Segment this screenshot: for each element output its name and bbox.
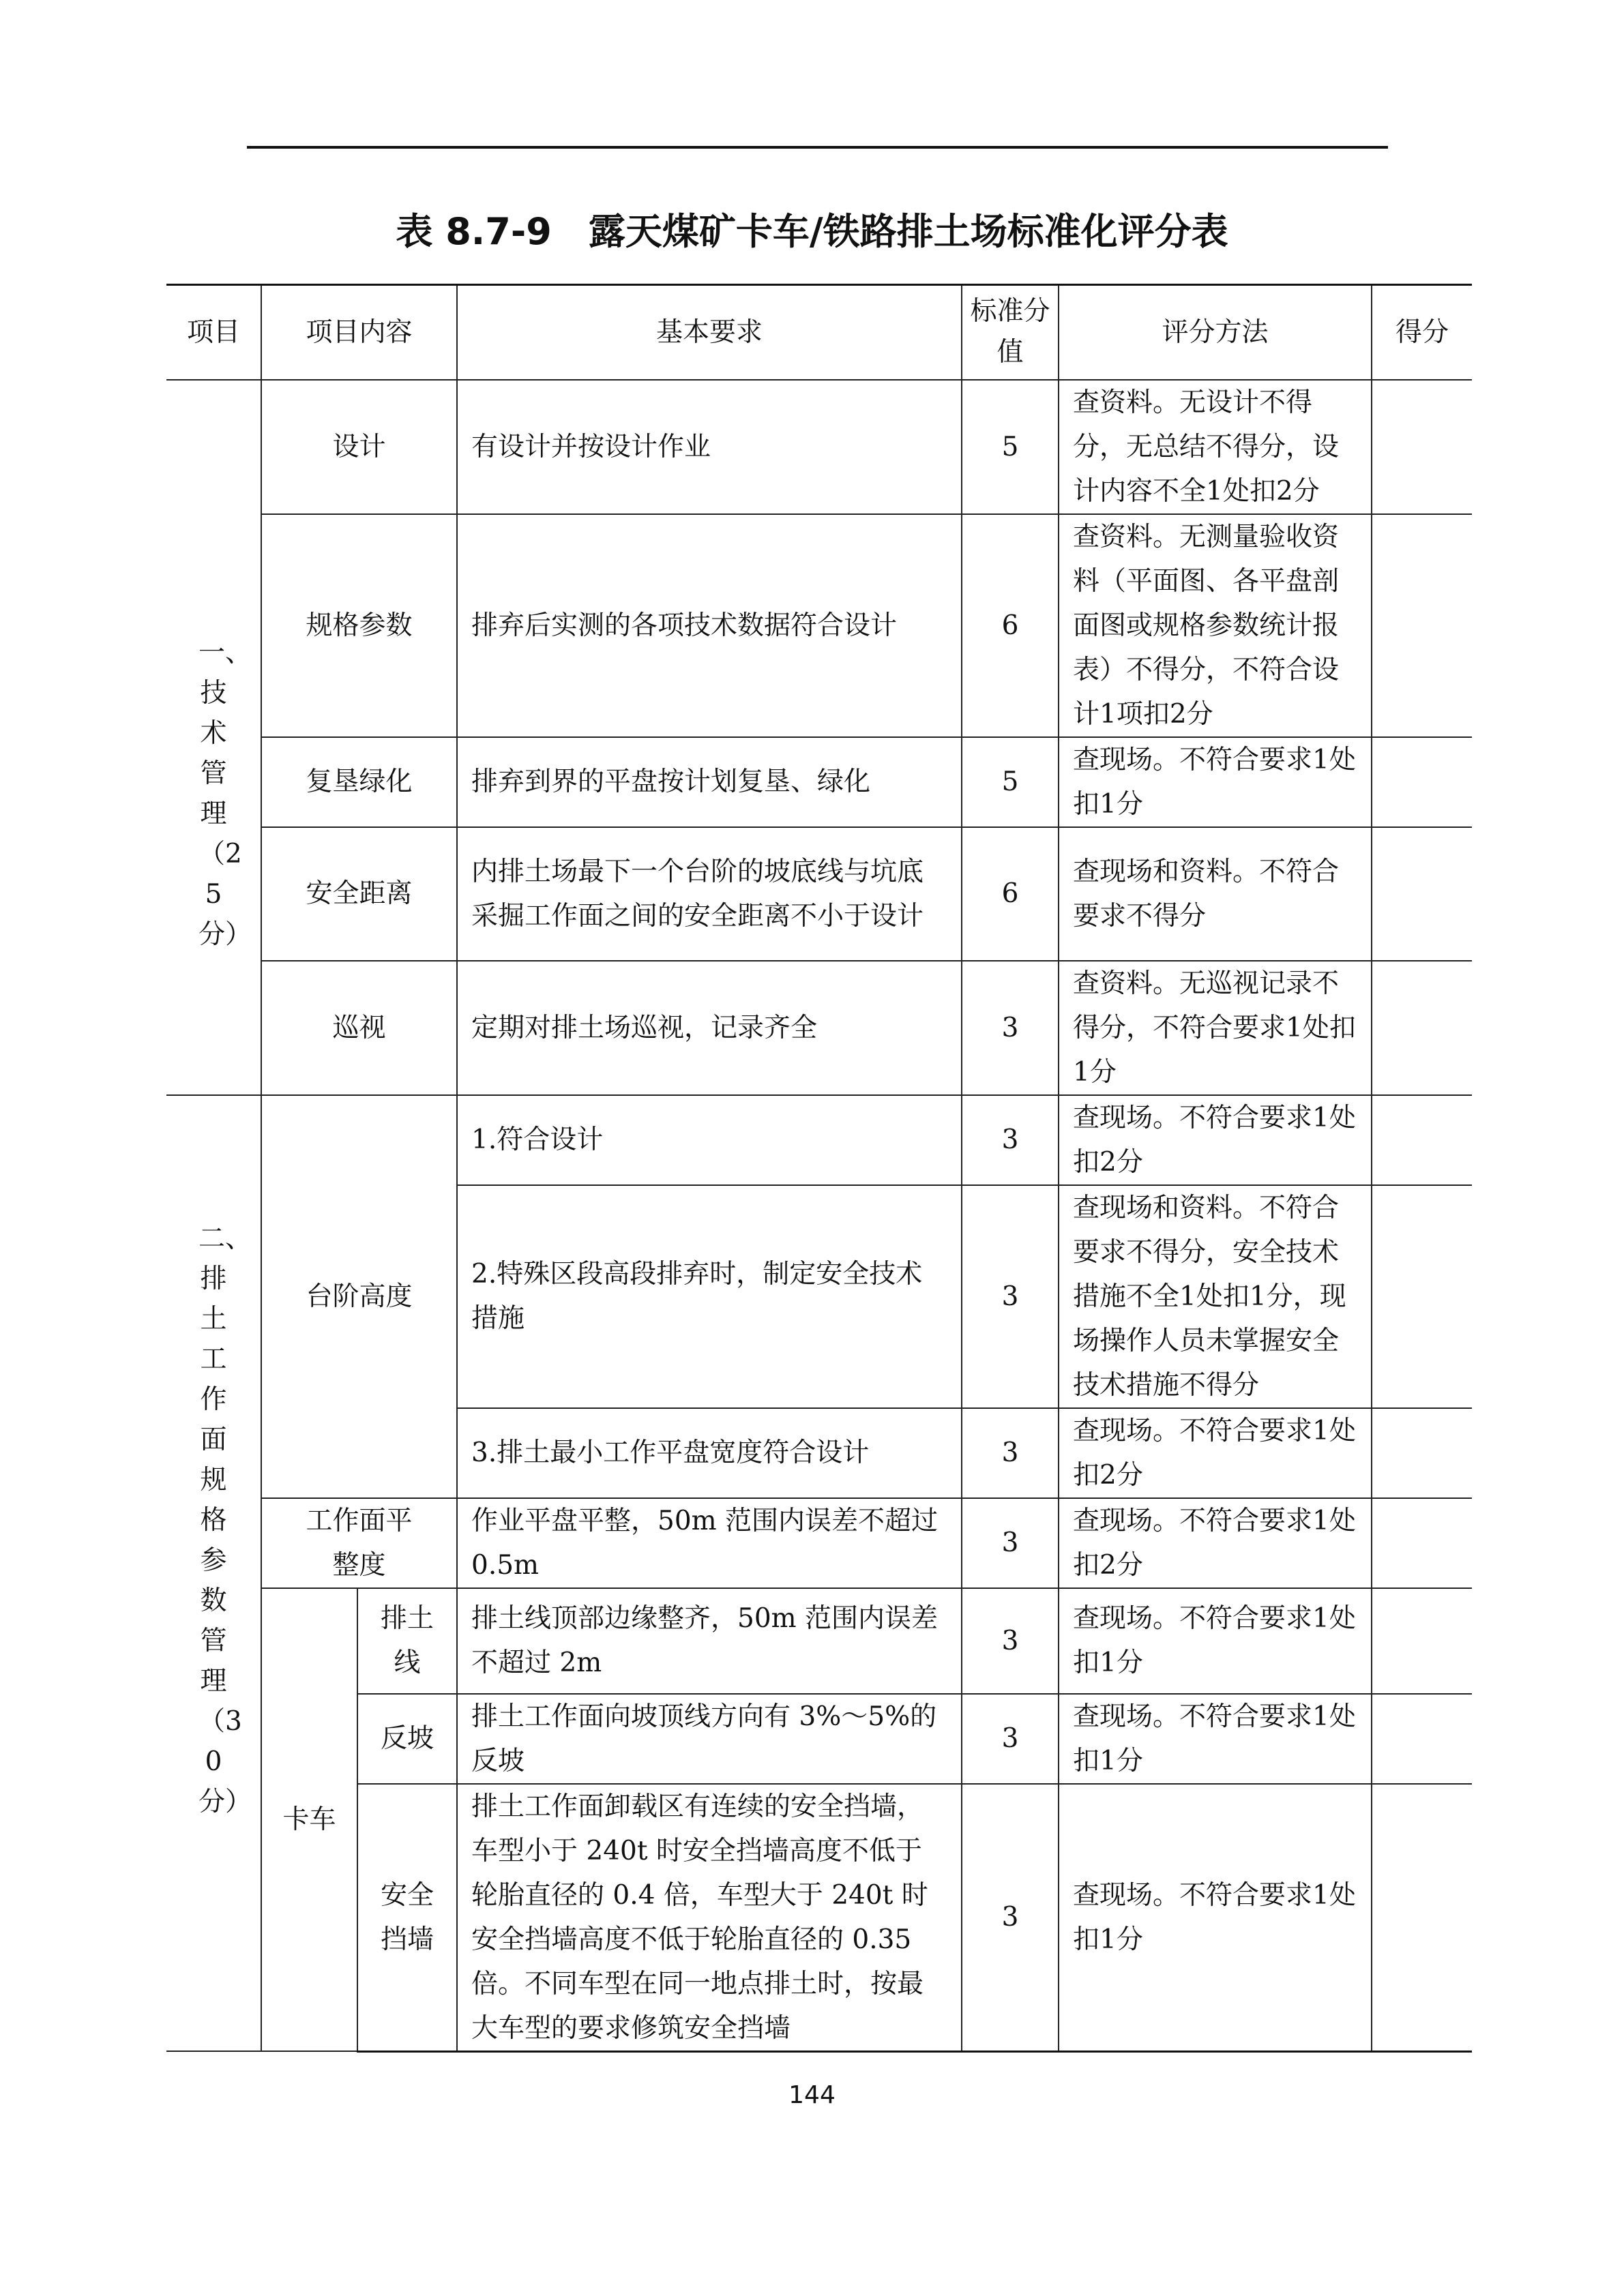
points-cell: 3 [962,1408,1059,1498]
requirement-cell: 3.排土最小工作平盘宽度符合设计 [457,1408,962,1498]
table-row [166,827,1472,961]
requirement-cell: 排土工作面卸载区有连续的安全挡墙，车型小于 240t 时安全挡墙高度不低于轮胎直径的 0.4 倍，车型大于 240t 时安全挡墙高度不低于轮胎直径的 0.35 倍。不同车型在同一地点排土时，按最大车型的要求修筑安全挡墙 [457,1784,962,2052]
method-cell: 查资料。无巡视记录不得分，不符合要求1处扣1分 [1059,961,1372,1095]
method-cell: 查现场和资料。不符合要求不得分 [1059,827,1372,961]
method-cell: 查现场。不符合要求1处扣1分 [1059,1694,1372,1784]
points-cell: 3 [962,1588,1059,1694]
content-cell: 规格参数 [261,514,457,737]
method-cell: 查现场。不符合要求1处扣2分 [1059,1498,1372,1588]
requirement-cell: 排弃到界的平盘按计划复垦、绿化 [457,737,962,827]
section-2-label-cell [166,1095,261,2052]
table-row [166,1588,1472,1694]
table-title: 表 8.7-9 露天煤矿卡车/铁路排土场标准化评分表 [396,210,1228,253]
header-row [166,285,1472,380]
score-cell[interactable] [1372,1498,1472,1588]
points-cell: 3 [962,1095,1059,1185]
header-standard-score: 标准分值 [962,285,1059,380]
score-cell[interactable] [1372,737,1472,827]
score-cell[interactable] [1372,514,1472,737]
content-cell: 工作面平整度 [261,1498,457,1588]
score-cell[interactable] [1372,1588,1472,1694]
content-cell: 安全距离 [261,827,457,961]
requirement-cell: 排弃后实测的各项技术数据符合设计 [457,514,962,737]
score-cell[interactable] [1372,380,1472,514]
section-1-label: 一、技术管理（25分） [198,637,252,950]
page-number: 144 [788,2081,836,2109]
requirement-cell: 作业平盘平整，50m 范围内误差不超过0.5m [457,1498,962,1588]
score-cell[interactable] [1372,1185,1472,1408]
scoring-table [166,284,1472,2053]
table-row [166,961,1472,1095]
points-cell: 3 [962,1185,1059,1408]
method-cell: 查现场。不符合要求1处扣2分 [1059,1408,1372,1498]
requirement-cell: 排土线顶部边缘整齐，50m 范围内误差不超过 2m [457,1588,962,1694]
requirement-cell: 内排土场最下一个台阶的坡底线与坑底采掘工作面之间的安全距离不小于设计 [457,827,962,961]
table-row [166,737,1472,827]
header-requirement: 基本要求 [457,285,962,380]
score-cell[interactable] [1372,827,1472,961]
points-cell: 6 [962,827,1059,961]
score-cell[interactable] [1372,1784,1472,2052]
table-row [166,380,1472,514]
points-cell: 5 [962,380,1059,514]
points-cell: 3 [962,1498,1059,1588]
content-cell: 设计 [261,380,457,514]
requirement-cell: 2.特殊区段高段排弃时，制定安全技术措施 [457,1185,962,1408]
table-row [166,1694,1472,1784]
header-method: 评分方法 [1059,285,1372,380]
table-row [166,1095,1472,1185]
section-2-label: 二、排土工作面规格参数管理（30分） [198,1223,252,1817]
method-cell: 查现场和资料。不符合要求不得分，安全技术措施不全1处扣1分，现场操作人员未掌握安全技术措施不得分 [1059,1185,1372,1408]
header-content: 项目内容 [261,285,457,380]
requirement-cell: 有设计并按设计作业 [457,380,962,514]
header-score: 得分 [1372,285,1472,380]
header-item: 项目 [166,285,261,380]
header-rule [247,146,1388,149]
content-cell: 巡视 [261,961,457,1095]
points-cell: 3 [962,1694,1059,1784]
score-cell[interactable] [1372,1095,1472,1185]
table-row [166,514,1472,737]
sub-item-cell: 安全挡墙 [357,1784,457,2052]
points-cell: 3 [962,1784,1059,2052]
points-cell: 3 [962,961,1059,1095]
table-row [166,1784,1472,2052]
method-cell: 查现场。不符合要求1处扣1分 [1059,1784,1372,2052]
score-cell[interactable] [1372,1408,1472,1498]
sub-item-cell: 反坡 [357,1694,457,1784]
content-cell: 台阶高度 [261,1095,457,1498]
requirement-cell: 排土工作面向坡顶线方向有 3%～5%的反坡 [457,1694,962,1784]
content-cell: 复垦绿化 [261,737,457,827]
truck-label-cell: 卡车 [261,1588,357,2052]
sub-item-cell: 排土线 [357,1588,457,1694]
method-cell: 查资料。无测量验收资料（平面图、各平盘剖面图或规格参数统计报表）不得分，不符合设计1项扣2分 [1059,514,1372,737]
points-cell: 5 [962,737,1059,827]
score-cell[interactable] [1372,1694,1472,1784]
section-1-label-cell [166,380,261,1095]
method-cell: 查现场。不符合要求1处扣1分 [1059,737,1372,827]
points-cell: 6 [962,514,1059,737]
method-cell: 查现场。不符合要求1处扣2分 [1059,1095,1372,1185]
requirement-cell: 定期对排土场巡视，记录齐全 [457,961,962,1095]
requirement-cell: 1.符合设计 [457,1095,962,1185]
method-cell: 查现场。不符合要求1处扣1分 [1059,1588,1372,1694]
method-cell: 查资料。无设计不得分，无总结不得分，设计内容不全1处扣2分 [1059,380,1372,514]
table-row [166,1498,1472,1588]
score-cell[interactable] [1372,961,1472,1095]
